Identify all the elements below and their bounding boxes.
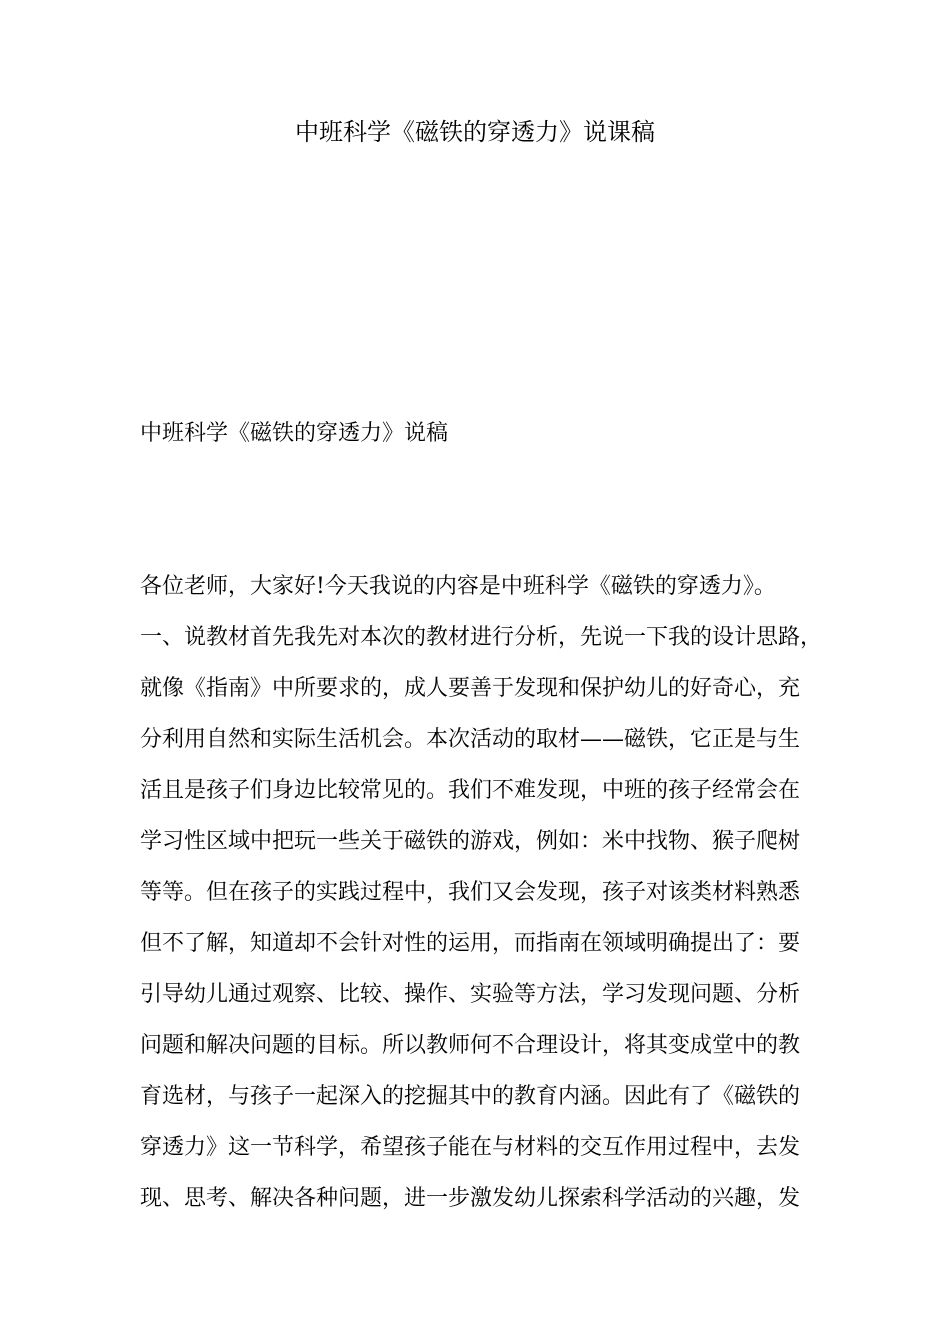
body-line: 各位老师，大家好!今天我说的内容是中班科学《磁铁的穿透力》。 — [140, 574, 776, 599]
body-line: 分利用自然和实际生活机会。本次活动的取材——磁铁，它正是与生 — [140, 727, 801, 752]
body-line: 学习性区域中把玩一些关于磁铁的游戏，例如：米中找物、猴子爬树 — [140, 829, 801, 854]
body-line: 育选材，与孩子一起深入的挖掘其中的教育内涵。因此有了《磁铁的 — [140, 1084, 801, 1109]
page-title: 中班科学《磁铁的穿透力》说课稿 — [295, 118, 655, 146]
body-line: 现、思考、解决各种问题，进一步激发幼儿探索科学活动的兴趣，发 — [140, 1186, 801, 1211]
body-line: 一、说教材首先我先对本次的教材进行分析，先说一下我的设计思路， — [140, 625, 823, 650]
document-subtitle: 中班科学《磁铁的穿透力》说稿 — [140, 421, 449, 446]
body-line: 等等。但在孩子的实践过程中，我们又会发现，孩子对该类材料熟悉 — [140, 880, 801, 905]
body-line: 但不了解，知道却不会针对性的运用，而指南在领域明确提出了：要 — [140, 931, 801, 956]
body-line: 活且是孩子们身边比较常见的。我们不难发现，中班的孩子经常会在 — [140, 778, 801, 803]
body-text — [140, 561, 830, 1224]
body-line: 问题和解决问题的目标。所以教师何不合理设计，将其变成堂中的教 — [140, 1033, 801, 1058]
body-line: 穿透力》这一节科学，希望孩子能在与材料的交互作用过程中，去发 — [140, 1135, 801, 1160]
body-line: 就像《指南》中所要求的，成人要善于发现和保护幼儿的好奇心，充 — [140, 676, 801, 701]
body-line: 引导幼儿通过观察、比较、操作、实验等方法，学习发现问题、分析 — [140, 982, 801, 1007]
